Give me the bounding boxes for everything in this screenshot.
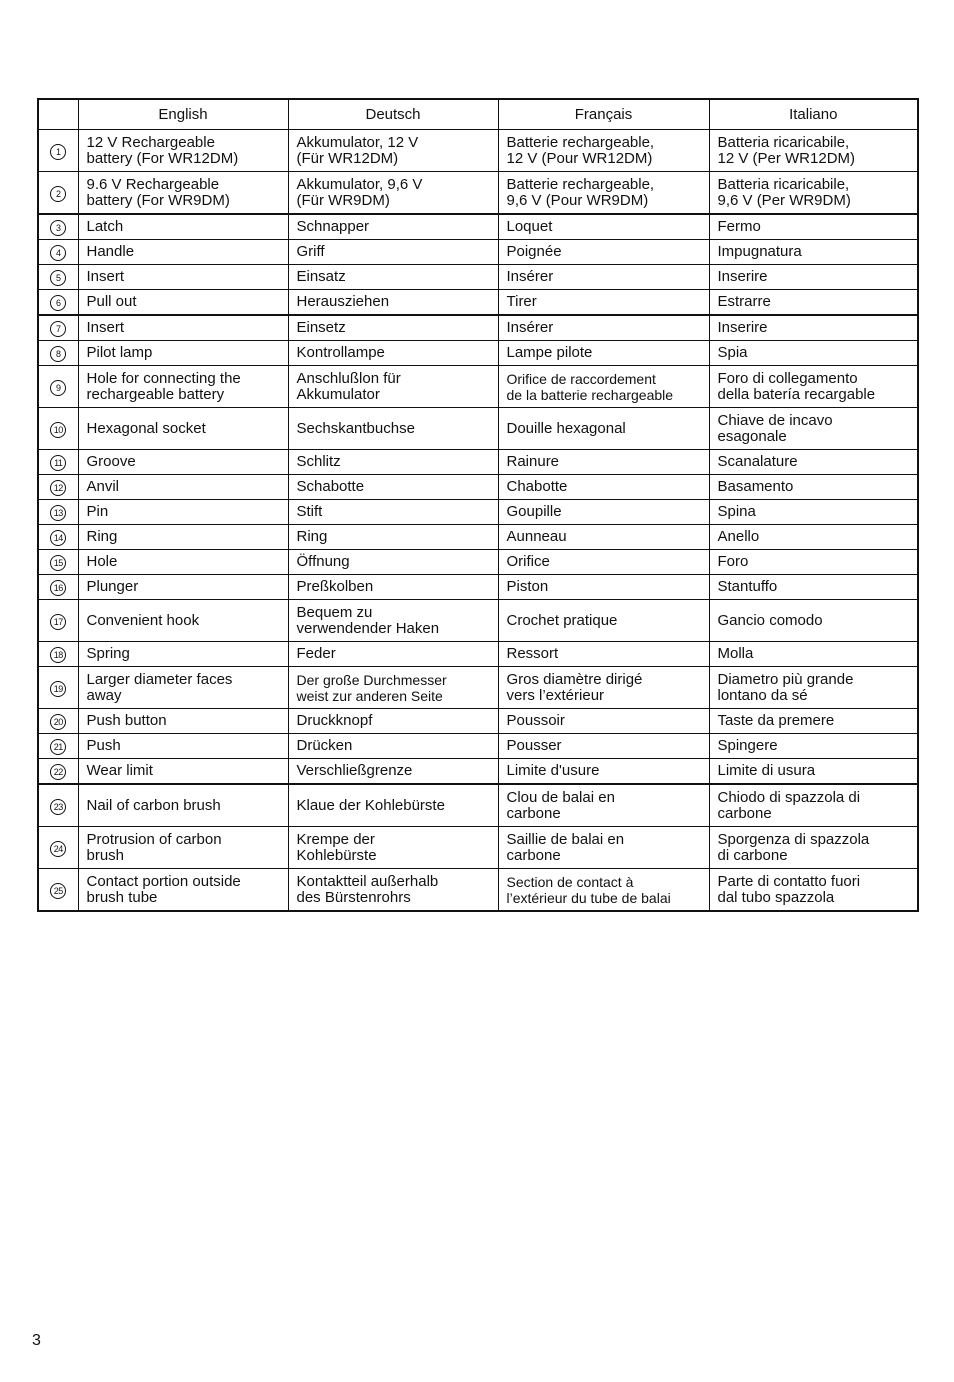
circled-number: 15: [50, 555, 66, 571]
english-cell: Wear limit: [78, 759, 288, 785]
item-number-cell: [38, 575, 78, 600]
item-number-cell: [38, 784, 78, 827]
circled-number: 5: [50, 270, 66, 286]
table-row: [38, 450, 918, 475]
francais-cell: Clou de balai en carbone: [498, 784, 709, 827]
circled-number: 1: [50, 144, 66, 160]
francais-cell: Batterie rechargeable, 9,6 V (Pour WR9DM): [498, 172, 709, 215]
francais-cell: Poignée: [498, 240, 709, 265]
francais-cell: Piston: [498, 575, 709, 600]
italiano-cell: Sporgenza di spazzola di carbone: [709, 827, 918, 869]
italiano-cell: Fermo: [709, 214, 918, 240]
circled-number: 25: [50, 883, 66, 899]
deutsch-cell: Akkumulator, 9,6 V (Für WR9DM): [288, 172, 498, 215]
table-row: [38, 500, 918, 525]
italiano-cell: Molla: [709, 642, 918, 667]
item-number-cell: [38, 475, 78, 500]
circled-number: 19: [50, 681, 66, 697]
item-number-cell: [38, 341, 78, 366]
italiano-cell: Gancio comodo: [709, 600, 918, 642]
table-row: [38, 709, 918, 734]
table-row: [38, 827, 918, 869]
francais-cell: Saillie de balai en carbone: [498, 827, 709, 869]
italiano-cell: Inserire: [709, 315, 918, 341]
english-cell: Contact portion outside brush tube: [78, 869, 288, 912]
english-cell: Pilot lamp: [78, 341, 288, 366]
deutsch-cell: Drücken: [288, 734, 498, 759]
table-row: [38, 869, 918, 912]
table-row: [38, 575, 918, 600]
italiano-cell: Foro di collegamento della batería recargable: [709, 366, 918, 408]
francais-cell: Orifice: [498, 550, 709, 575]
item-number-cell: [38, 642, 78, 667]
francais-cell: Insérer: [498, 265, 709, 290]
francais-cell: Section de contact à l’extérieur du tube de balai: [498, 869, 709, 912]
item-number-cell: [38, 172, 78, 215]
parts-legend-table: [37, 98, 919, 912]
table-row: [38, 734, 918, 759]
english-cell: Pull out: [78, 290, 288, 316]
english-cell: Nail of carbon brush: [78, 784, 288, 827]
circled-number: 18: [50, 647, 66, 663]
francais-cell: Chabotte: [498, 475, 709, 500]
item-number-cell: [38, 525, 78, 550]
circled-number: 21: [50, 739, 66, 755]
item-number-cell: [38, 869, 78, 912]
item-number-cell: [38, 265, 78, 290]
english-cell: Handle: [78, 240, 288, 265]
header-english: English: [78, 99, 288, 130]
francais-cell: Douille hexagonal: [498, 408, 709, 450]
francais-cell: Rainure: [498, 450, 709, 475]
circled-number: 8: [50, 346, 66, 362]
circled-number: 23: [50, 799, 66, 815]
item-number-cell: [38, 408, 78, 450]
deutsch-cell: Schabotte: [288, 475, 498, 500]
deutsch-cell: Öffnung: [288, 550, 498, 575]
francais-cell: Goupille: [498, 500, 709, 525]
english-cell: Hole: [78, 550, 288, 575]
italiano-cell: Chiave de incavo esagonale: [709, 408, 918, 450]
english-cell: Convenient hook: [78, 600, 288, 642]
francais-cell: Orifice de raccordement de la batterie rechargeable: [498, 366, 709, 408]
table-row: [38, 784, 918, 827]
italiano-cell: Estrarre: [709, 290, 918, 316]
circled-number: 16: [50, 580, 66, 596]
table-row: [38, 315, 918, 341]
deutsch-cell: Kontaktteil außerhalb des Bürstenrohrs: [288, 869, 498, 912]
item-number-cell: [38, 500, 78, 525]
circled-number: 20: [50, 714, 66, 730]
italiano-cell: Spina: [709, 500, 918, 525]
circled-number: 6: [50, 295, 66, 311]
english-cell: Latch: [78, 214, 288, 240]
item-number-cell: [38, 240, 78, 265]
header-francais: Français: [498, 99, 709, 130]
francais-cell: Loquet: [498, 214, 709, 240]
table-row: [38, 341, 918, 366]
francais-cell: Batterie rechargeable, 12 V (Pour WR12DM): [498, 130, 709, 172]
deutsch-cell: Stift: [288, 500, 498, 525]
deutsch-cell: Kontrollampe: [288, 341, 498, 366]
english-cell: Hexagonal socket: [78, 408, 288, 450]
table-row: [38, 600, 918, 642]
english-cell: Push: [78, 734, 288, 759]
item-number-cell: [38, 450, 78, 475]
circled-number: 24: [50, 841, 66, 857]
table-row: [38, 265, 918, 290]
circled-number: 2: [50, 186, 66, 202]
table-row: [38, 290, 918, 316]
francais-cell: Aunneau: [498, 525, 709, 550]
english-cell: 12 V Rechargeable battery (For WR12DM): [78, 130, 288, 172]
circled-number: 4: [50, 245, 66, 261]
deutsch-cell: Bequem zu verwendender Haken: [288, 600, 498, 642]
page-number: 3: [32, 1332, 41, 1349]
english-cell: Protrusion of carbon brush: [78, 827, 288, 869]
english-cell: Ring: [78, 525, 288, 550]
francais-cell: Ressort: [498, 642, 709, 667]
english-cell: Spring: [78, 642, 288, 667]
table-row: [38, 667, 918, 709]
table-row: [38, 642, 918, 667]
table-row: [38, 214, 918, 240]
italiano-cell: Anello: [709, 525, 918, 550]
deutsch-cell: Schlitz: [288, 450, 498, 475]
item-number-cell: [38, 759, 78, 785]
francais-cell: Poussoir: [498, 709, 709, 734]
english-cell: Anvil: [78, 475, 288, 500]
item-number-cell: [38, 130, 78, 172]
italiano-cell: Stantuffo: [709, 575, 918, 600]
table-row: [38, 759, 918, 785]
deutsch-cell: Schnapper: [288, 214, 498, 240]
header-number: [38, 99, 78, 130]
item-number-cell: [38, 667, 78, 709]
table-row: [38, 475, 918, 500]
circled-number: 22: [50, 764, 66, 780]
english-cell: Insert: [78, 315, 288, 341]
item-number-cell: [38, 214, 78, 240]
table-row: [38, 366, 918, 408]
item-number-cell: [38, 366, 78, 408]
item-number-cell: [38, 315, 78, 341]
table-row: [38, 525, 918, 550]
deutsch-cell: Preßkolben: [288, 575, 498, 600]
english-cell: Hole for connecting the rechargeable battery: [78, 366, 288, 408]
table-row: [38, 240, 918, 265]
circled-number: 17: [50, 614, 66, 630]
italiano-cell: Foro: [709, 550, 918, 575]
italiano-cell: Diametro più grande lontano da sé: [709, 667, 918, 709]
table-row: [38, 172, 918, 215]
circled-number: 10: [50, 422, 66, 438]
header-row: [38, 99, 918, 130]
item-number-cell: [38, 290, 78, 316]
deutsch-cell: Druckknopf: [288, 709, 498, 734]
francais-cell: Tirer: [498, 290, 709, 316]
italiano-cell: Spingere: [709, 734, 918, 759]
italiano-cell: Taste da premere: [709, 709, 918, 734]
table-row: [38, 408, 918, 450]
deutsch-cell: Einsetz: [288, 315, 498, 341]
english-cell: Plunger: [78, 575, 288, 600]
francais-cell: Pousser: [498, 734, 709, 759]
english-cell: Pin: [78, 500, 288, 525]
italiano-cell: Basamento: [709, 475, 918, 500]
table-row: [38, 550, 918, 575]
circled-number: 7: [50, 321, 66, 337]
deutsch-cell: Einsatz: [288, 265, 498, 290]
italiano-cell: Limite di usura: [709, 759, 918, 785]
deutsch-cell: Klaue der Kohlebürste: [288, 784, 498, 827]
italiano-cell: Batteria ricaricabile, 9,6 V (Per WR9DM): [709, 172, 918, 215]
english-cell: Insert: [78, 265, 288, 290]
italiano-cell: Chiodo di spazzola di carbone: [709, 784, 918, 827]
item-number-cell: [38, 550, 78, 575]
francais-cell: Crochet pratique: [498, 600, 709, 642]
circled-number: 11: [50, 455, 66, 471]
francais-cell: Gros diamètre dirigé vers l’extérieur: [498, 667, 709, 709]
table-row: [38, 130, 918, 172]
header-italiano: Italiano: [709, 99, 918, 130]
francais-cell: Lampe pilote: [498, 341, 709, 366]
italiano-cell: Spia: [709, 341, 918, 366]
circled-number: 9: [50, 380, 66, 396]
deutsch-cell: Feder: [288, 642, 498, 667]
english-cell: Push button: [78, 709, 288, 734]
item-number-cell: [38, 734, 78, 759]
english-cell: Larger diameter faces away: [78, 667, 288, 709]
circled-number: 14: [50, 530, 66, 546]
item-number-cell: [38, 827, 78, 869]
deutsch-cell: Griff: [288, 240, 498, 265]
italiano-cell: Inserire: [709, 265, 918, 290]
italiano-cell: Batteria ricaricabile, 12 V (Per WR12DM): [709, 130, 918, 172]
francais-cell: Insérer: [498, 315, 709, 341]
italiano-cell: Scanalature: [709, 450, 918, 475]
item-number-cell: [38, 600, 78, 642]
deutsch-cell: Akkumulator, 12 V (Für WR12DM): [288, 130, 498, 172]
italiano-cell: Impugnatura: [709, 240, 918, 265]
deutsch-cell: Sechskantbuchse: [288, 408, 498, 450]
italiano-cell: Parte di contatto fuori dal tubo spazzola: [709, 869, 918, 912]
deutsch-cell: Herausziehen: [288, 290, 498, 316]
header-deutsch: Deutsch: [288, 99, 498, 130]
english-cell: 9.6 V Rechargeable battery (For WR9DM): [78, 172, 288, 215]
francais-cell: Limite d'usure: [498, 759, 709, 785]
deutsch-cell: Ring: [288, 525, 498, 550]
circled-number: 12: [50, 480, 66, 496]
circled-number: 3: [50, 220, 66, 236]
english-cell: Groove: [78, 450, 288, 475]
circled-number: 13: [50, 505, 66, 521]
deutsch-cell: Der große Durchmesser weist zur anderen Seite: [288, 667, 498, 709]
deutsch-cell: Anschlußlon für Akkumulator: [288, 366, 498, 408]
deutsch-cell: Verschließgrenze: [288, 759, 498, 785]
deutsch-cell: Krempe der Kohlebürste: [288, 827, 498, 869]
item-number-cell: [38, 709, 78, 734]
